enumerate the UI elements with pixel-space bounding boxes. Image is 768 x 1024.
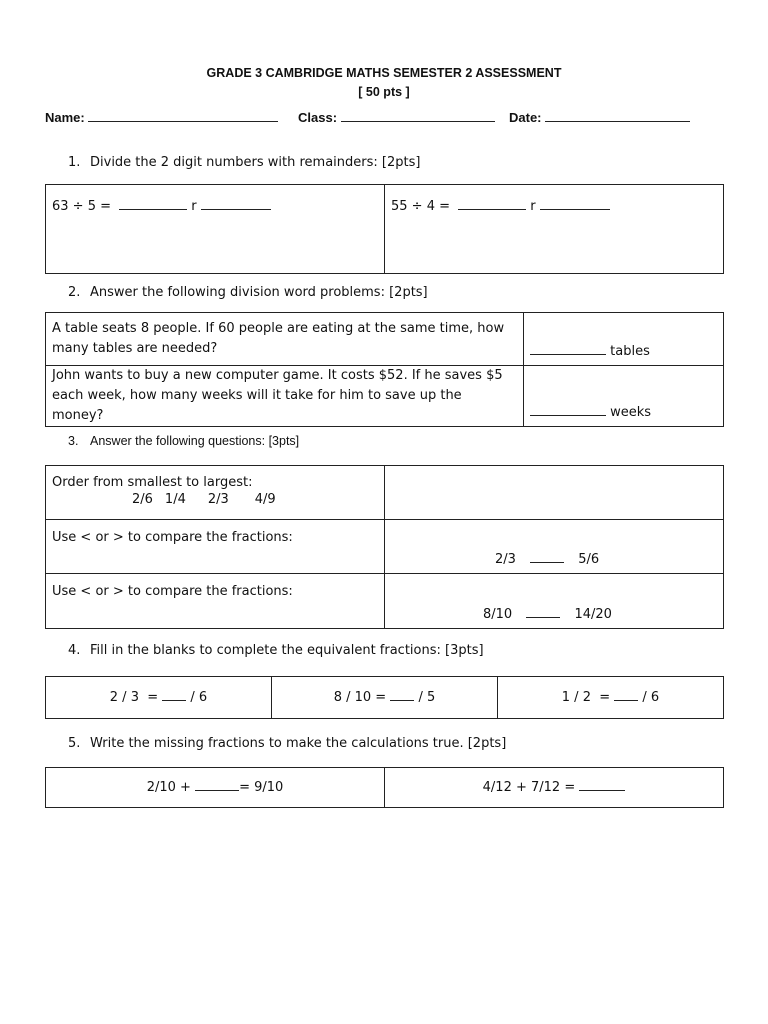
question-3 [68,434,299,448]
remainder-label: r [191,199,197,214]
date-label: Date: [509,110,542,125]
q2-table [45,312,724,427]
order-cell [46,466,385,520]
calculation-after: = 9/10 [239,780,284,795]
remainder-blank[interactable] [201,209,271,210]
compare-label: Use < or > to compare the fractions: [46,520,385,574]
fraction-right: / 6 [642,690,660,705]
compare-blank[interactable] [530,562,564,563]
compare-cell [385,574,724,629]
numerator-blank[interactable] [614,700,638,701]
fraction-list [52,492,378,507]
answer-unit: tables [610,344,650,359]
calculation-before: 4/12 + 7/12 = [482,780,576,795]
fraction-left: 8 / 10 = [333,690,387,705]
fraction: 14/20 [574,607,612,622]
numerator-blank[interactable] [390,700,414,701]
fraction: 8/10 [483,607,513,622]
q4-table [45,676,724,719]
fraction: 2/3 [207,492,229,507]
question-text: Fill in the blanks to complete the equivalent fractions: [3pts] [90,643,484,658]
class-label: Class: [298,110,338,125]
q1-problem-1 [46,185,385,274]
name-field[interactable] [45,110,278,125]
q1-table [45,184,724,274]
division-expression: 63 ÷ 5 = [52,199,111,214]
question-5 [68,736,506,751]
equivalent-fraction-cell [272,677,498,719]
question-text: Divide the 2 digit numbers with remainders: [2pts] [90,155,421,170]
answer-unit: weeks [610,405,652,420]
question-number: 3. [68,434,79,448]
division-expression: 55 ÷ 4 = [391,199,450,214]
question-number: 5. [68,736,81,751]
compare-label: Use < or > to compare the fractions: [46,574,385,629]
q3-table [45,465,724,629]
answer-blank[interactable] [530,354,606,355]
q5-table [45,767,724,808]
answer-blank[interactable] [530,415,606,416]
missing-fraction-blank[interactable] [579,790,625,791]
question-number: 4. [68,643,81,658]
compare-blank[interactable] [526,617,560,618]
answer-cell [524,313,724,366]
class-blank[interactable] [341,121,495,122]
question-text: Answer the following questions: [3pts] [90,434,300,448]
question-1 [68,155,420,170]
remainder-blank[interactable] [540,209,610,210]
answer-cell [524,366,724,427]
equivalent-fraction-cell [46,677,272,719]
compare-cell [385,520,724,574]
fraction-left: 2 / 3 = [109,690,159,705]
fraction: 2/3 [495,552,516,567]
fraction: 1/4 [164,492,186,507]
calculation-cell [385,768,724,808]
date-field[interactable] [509,110,690,125]
word-problem: A table seats 8 people. If 60 people are eating at the same time, how many tables are needed? [46,313,524,366]
name-blank[interactable] [88,121,278,122]
question-text: Answer the following division word problems: [2pts] [90,285,428,300]
question-number: 2. [68,285,81,300]
word-problem: John wants to buy a new computer game. It costs $52. If he saves $5 each week, how many weeks will it take for him to save up the money? [46,366,524,427]
numerator-blank[interactable] [162,700,186,701]
date-blank[interactable] [545,121,690,122]
question-number: 1. [68,155,81,170]
fraction: 5/6 [578,552,600,567]
calculation-before: 2/10 + [146,780,191,795]
points-total: [ 50 pts ] [358,85,410,99]
question-text: Write the missing fractions to make the calculations true. [2pts] [90,736,507,751]
q1-problem-2 [385,185,724,274]
calculation-cell [46,768,385,808]
question-2 [68,285,428,300]
fraction-right: / 6 [190,690,208,705]
class-field[interactable] [298,110,495,125]
fraction-right: / 5 [418,690,436,705]
quotient-blank[interactable] [458,209,526,210]
missing-fraction-blank[interactable] [195,790,239,791]
name-label: Name: [45,110,85,125]
page-title: GRADE 3 CAMBRIDGE MATHS SEMESTER 2 ASSESSMENT [206,66,562,80]
equivalent-fraction-cell [498,677,724,719]
order-label: Order from smallest to largest: [52,475,253,490]
remainder-label: r [530,199,536,214]
question-4 [68,643,484,658]
order-answer-cell[interactable] [385,466,724,520]
fraction: 2/6 [132,492,153,507]
quotient-blank[interactable] [119,209,187,210]
fraction-left: 1 / 2 = [561,690,611,705]
fraction: 4/9 [254,492,276,507]
